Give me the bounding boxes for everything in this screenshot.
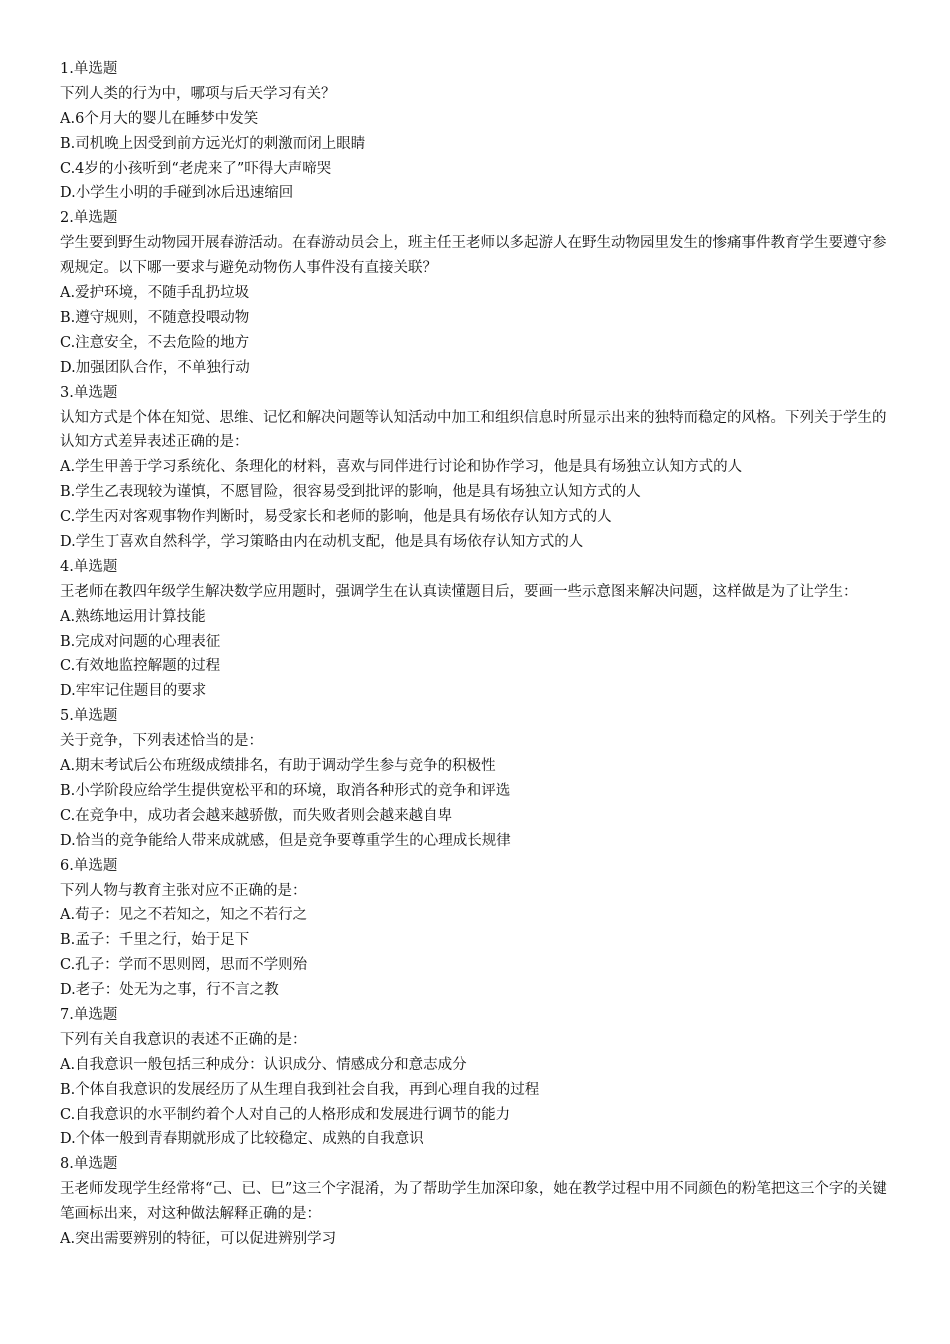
question-stem: 关于竞争，下列表述恰当的是： [60, 733, 263, 750]
question-header: 2.单选题 [60, 210, 118, 227]
question-header: 4.单选题 [60, 558, 118, 575]
question-7 [60, 1003, 895, 1152]
question-stem: 下列有关自我意识的表述不正确的是： [60, 1031, 307, 1048]
option-a: A.6个月大的婴儿在睡梦中发笑 [60, 110, 259, 127]
option-b: B.个体自我意识的发展经历了从生理自我到社会自我，再到心理自我的过程 [60, 1081, 540, 1098]
option-b: B.学生乙表现较为谨慎，不愿冒险，很容易受到批评的影响，他是具有场独立认知方式的人 [60, 484, 641, 501]
question-header: 7.单选题 [60, 1006, 118, 1023]
option-a: A.学生甲善于学习系统化、条理化的材料，喜欢与同伴进行讨论和协作学习，他是具有场独立认知方式的人 [60, 459, 743, 476]
option-a: A.熟练地运用计算技能 [60, 608, 206, 625]
option-d: D.个体一般到青春期就形成了比较稳定、成熟的自我意识 [60, 1131, 424, 1148]
question-stem: 王老师在教四年级学生解决数学应用题时，强调学生在认真读懂题目后，要画一些示意图来解决问题，这样做是为了让学生： [60, 583, 858, 600]
option-d: D.加强团队合作，不单独行动 [60, 359, 250, 376]
question-1 [60, 57, 895, 206]
option-c: C.注意安全，不去危险的地方 [60, 334, 250, 351]
option-d: D.恰当的竞争能给人带来成就感，但是竞争要尊重学生的心理成长规律 [60, 832, 511, 849]
option-a: A.期末考试后公布班级成绩排名，有助于调动学生参与竞争的积极性 [60, 758, 496, 775]
document-page [60, 57, 895, 1252]
option-b: B.完成对问题的心理表征 [60, 633, 221, 650]
option-d: D.牢牢记住题目的要求 [60, 683, 207, 700]
option-c: C.学生丙对客观事物作判断时，易受家长和老师的影响，他是具有场依存认知方式的人 [60, 509, 612, 526]
option-d: D.老子：处无为之事，行不言之教 [60, 982, 279, 999]
option-d: D.学生丁喜欢自然科学，学习策略由内在动机支配，他是具有场依存认知方式的人 [60, 534, 584, 550]
question-8 [60, 1152, 895, 1252]
option-b: B.司机晚上因受到前方远光灯的刺激而闭上眼睛 [60, 135, 366, 152]
question-header: 5.单选题 [60, 708, 118, 725]
question-stem: 学生要到野生动物园开展春游活动。在春游动员会上，班主任王老师以多起游人在野生动物园里发生的惨痛事件教育学生要遵守参观规定。以下哪一要求与避免动物伤人事件没有直接关联？ [60, 235, 887, 277]
option-c: C.4岁的小孩听到“老虎来了”吓得大声啼哭 [60, 160, 332, 177]
option-b: B.小学阶段应给学生提供宽松平和的环境，取消各种形式的竞争和评选 [60, 782, 511, 799]
option-c: C.有效地监控解题的过程 [60, 658, 221, 675]
question-stem: 下列人物与教育主张对应不正确的是： [60, 882, 307, 899]
option-c: C.自我意识的水平制约着个人对自己的人格形成和发展进行调节的能力 [60, 1106, 511, 1123]
option-b: B.孟子：千里之行，始于足下 [60, 932, 250, 949]
question-stem: 王老师发现学生经常将“己、已、巳”这三个字混淆，为了帮助学生加深印象，她在教学过程中用不同颜色的粉笔把这三个字的关键笔画标出来，对这种做法解释正确的是： [60, 1181, 887, 1223]
question-4 [60, 555, 895, 704]
question-2 [60, 206, 895, 380]
option-a: A.爱护环境，不随手乱扔垃圾 [60, 285, 250, 302]
question-header: 6.单选题 [60, 857, 118, 874]
option-c: C.在竞争中，成功者会越来越骄傲，而失败者则会越来越自卑 [60, 807, 453, 824]
question-3 [60, 381, 895, 555]
option-a: A.自我意识一般包括三种成分：认识成分、情感成分和意志成分 [60, 1056, 467, 1073]
question-6 [60, 854, 895, 1003]
question-stem: 下列人类的行为中，哪项与后天学习有关？ [60, 85, 336, 102]
question-header: 1.单选题 [60, 61, 118, 77]
question-stem: 认知方式是个体在知觉、思维、记忆和解决问题等认知活动中加工和组织信息时所显示出来的独特而稳定的风格。下列关于学生的认知方式差异表述正确的是： [60, 409, 887, 451]
question-header: 3.单选题 [60, 384, 118, 401]
option-b: B.遵守规则，不随意投喂动物 [60, 309, 250, 326]
option-d: D.小学生小明的手碰到冰后迅速缩回 [60, 185, 294, 202]
question-5 [60, 704, 895, 853]
question-header: 8.单选题 [60, 1156, 118, 1173]
option-a: A.突出需要辨别的特征，可以促进辨别学习 [60, 1231, 337, 1248]
option-a: A.荀子：见之不若知之，知之不若行之 [60, 907, 308, 924]
option-c: C.孔子：学而不思则罔，思而不学则殆 [60, 957, 308, 974]
